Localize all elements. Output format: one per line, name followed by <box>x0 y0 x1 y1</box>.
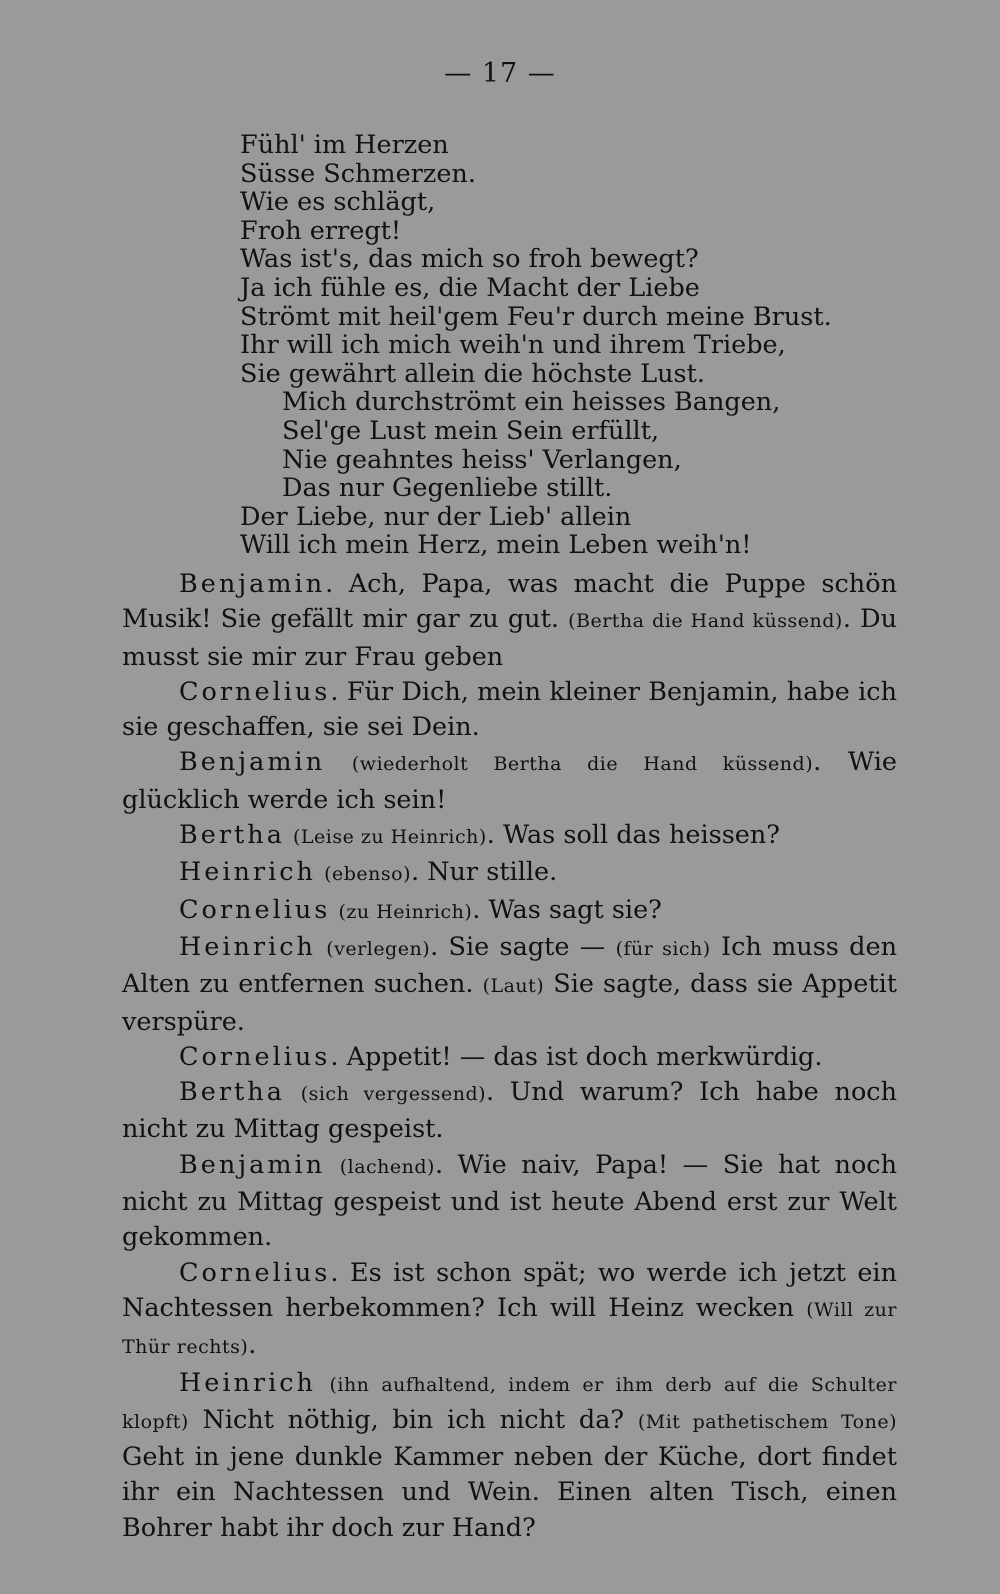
stage-direction: (verlegen) <box>326 937 431 960</box>
speech-text <box>285 1077 301 1107</box>
speaker-name: Bertha <box>179 1077 285 1108</box>
song-line: Froh erregt! <box>240 215 402 246</box>
song-line: Sel'ge Lust mein Sein erfüllt, <box>282 415 660 446</box>
speech-paragraph <box>122 745 897 818</box>
speech-text: . Und warum? Ich habe noch nicht zu Mittag gespeist. <box>122 1077 897 1145</box>
stage-direction: (lachend) <box>339 1155 435 1178</box>
song-line: Strömt mit heil'gem Feu'r durch meine Brust. <box>240 301 832 332</box>
speech-text: . Es ist schon spät; wo werde ich jetzt ein Nachtessen herbekommen? Ich will Heinz wecken <box>122 1257 897 1323</box>
stage-direction: (zu Heinrich) <box>338 900 473 923</box>
speech-paragraph <box>122 567 897 675</box>
speech-text: . Wie naiv, Papa! — Sie hat noch nicht zu Mittag gespeist und ist heute Abend erst zur Welt gekommen. <box>122 1149 897 1253</box>
speech-text <box>285 820 293 850</box>
speech-paragraph <box>122 1148 897 1256</box>
speech-text: . Was sagt sie? <box>472 894 662 925</box>
speech-paragraph <box>122 1256 897 1366</box>
speech-text: . Was soll das heissen? <box>486 820 780 851</box>
speech-text: . <box>248 1330 257 1361</box>
speech-paragraph <box>122 1040 897 1075</box>
speech-paragraph <box>122 1366 897 1546</box>
song-line: Nie geahntes heiss' Verlangen, <box>282 444 682 475</box>
speech-text: Nicht nöthig, bin ich nicht da? <box>188 1404 638 1435</box>
song-line: Wie es schlägt, <box>240 187 436 218</box>
speaker-name: Heinrich <box>179 1367 316 1398</box>
speech-text <box>316 932 326 962</box>
stage-direction: (Leise zu Heinrich) <box>293 826 487 849</box>
song-line: Ihr will ich mich weih'n und ihrem Triebe, <box>240 330 786 361</box>
speech-text <box>316 1368 329 1398</box>
song-line: Mich durchströmt ein heisses Bangen, <box>282 387 781 418</box>
stage-direction: (sich vergessend) <box>300 1083 487 1106</box>
speech-text <box>330 895 338 925</box>
speech-text: . Für Dich, mein kleiner Benjamin, habe ich sie geschaffen, sie sei Dein. <box>122 676 897 743</box>
song-line: Der Liebe, nur der Lieb' allein <box>240 501 632 532</box>
song-line: Was ist's, das mich so froh bewegt? <box>240 244 699 275</box>
speech-text: . Sie sagte — <box>430 931 616 962</box>
speech-text: . Nur stille. <box>410 857 558 888</box>
stage-direction: (Mit pathetischem Tone) <box>637 1410 897 1433</box>
song-line: Das nur Gegenliebe stillt. <box>282 473 613 504</box>
stage-direction: (Bertha die Hand küssend) <box>568 610 843 633</box>
speaker-name: Cornelius <box>179 1257 331 1288</box>
stage-direction: (ebenso) <box>324 863 411 886</box>
speech-paragraph <box>122 675 897 746</box>
speech-paragraph <box>122 930 897 1040</box>
song-verse <box>240 131 832 560</box>
song-line: Süsse Schmerzen. <box>240 158 476 189</box>
speech-text: . Ach, Papa, was macht die Puppe schön Musik! Sie gefällt mir gar zu gut. <box>122 569 897 635</box>
page-number: — 17 — <box>444 58 556 89</box>
speech-paragraph <box>122 893 897 930</box>
song-line: Ja ich fühle es, die Macht der Liebe <box>240 272 700 303</box>
stage-direction: (wiederholt Bertha die Hand küssend) <box>351 753 814 776</box>
speech-paragraph <box>122 855 897 892</box>
speaker-name: Cornelius <box>179 894 331 925</box>
stage-direction: (Laut) <box>482 975 545 998</box>
song-line: Sie gewährt allein die höchste Lust. <box>240 358 706 389</box>
speaker-name: Bertha <box>179 820 285 851</box>
speaker-name: Heinrich <box>179 931 316 962</box>
speech-text: Geht in jene dunkle Kammer neben der Küche, dort findet ihr ein Nachtessen und Wein. Einen alten Tisch, einen Bohrer habt ihr doch zur Hand? <box>122 1442 897 1543</box>
speech-text: . Appetit! — das ist doch merkwürdig. <box>330 1041 823 1072</box>
speech-text: . Wie glücklich werde ich sein! <box>122 747 897 815</box>
song-line: Will ich mein Herz, mein Leben weih'n! <box>240 530 752 561</box>
speaker-name: Cornelius <box>179 676 331 707</box>
stage-direction: (ihn aufhaltend, indem er ihm derb auf die Schulter klopft) <box>122 1373 898 1433</box>
speech-text: . Du musst sie mir zur Frau geben <box>122 604 897 672</box>
song-line: Fühl' im Herzen <box>240 130 449 160</box>
dialogue-section <box>122 567 897 1546</box>
speaker-name: Cornelius <box>179 1041 331 1072</box>
speech-text: Ich muss den Alten zu entfernen suchen. <box>122 931 897 1000</box>
speaker-name: Benjamin <box>179 747 326 778</box>
speech-text <box>316 857 324 887</box>
speech-paragraph <box>122 1075 897 1148</box>
speaker-name: Benjamin <box>179 569 326 599</box>
speech-paragraph <box>122 818 897 855</box>
speech-text: Sie sagte, dass sie Appetit verspüre. <box>122 969 897 1037</box>
speech-text <box>325 747 352 777</box>
stage-direction: (Will zur Thür rechts) <box>122 1298 897 1359</box>
speaker-name: Benjamin <box>179 1149 326 1180</box>
stage-direction: (für sich) <box>615 937 711 960</box>
speech-text <box>325 1150 340 1180</box>
speaker-name: Heinrich <box>179 857 316 888</box>
